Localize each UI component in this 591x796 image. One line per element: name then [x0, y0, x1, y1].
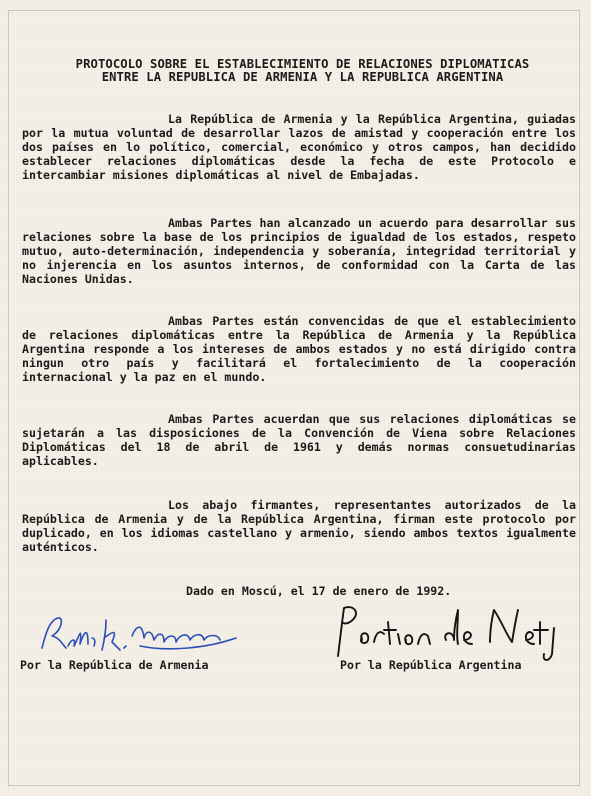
armenia-signature-caption: Por la República de Armenia: [20, 658, 209, 672]
paragraph-4: Ambas Partes acuerdan que sus relaciones diplomáticas se sujetarán a las disposiciones de la Convención de Viena sobre Relaciones Diplomáticas del 18 de abril de 1961 y demás normas consuetudinarias aplicables.: [22, 412, 576, 469]
document-title-line-1: PROTOCOLO SOBRE EL ESTABLECIMIENTO DE RELACIONES DIPLOMATICAS: [75, 57, 530, 71]
date-line: Dado en Moscú, el 17 de enero de 1992.: [186, 584, 452, 598]
paragraph-2: Ambas Partes han alcanzado un acuerdo para desarrollar sus relaciones sobre la base de los principios de igualdad de los estados, respeto mutuo, auto-determinación, independencia y soberanía, integridad territorial y no injerencia en los asuntos internos, de conformidad con la Carta de las Naciones Unidas.: [22, 216, 576, 287]
paragraph-3: Ambas Partes están convencidas de que el establecimiento de relaciones diplomáticas entre la República de Armenia y la República Argentina responde a los intereses de ambos estados y no está dirigido contra ningun otro país y facilitará el fortalecimiento de la cooperación internacional y la paz en el mundo.: [22, 314, 576, 385]
argentina-signature-caption: Por la República Argentina: [340, 658, 522, 672]
document-title-line-2: ENTRE LA REPUBLICA DE ARMENIA Y LA REPUBLICA ARGENTINA: [101, 70, 504, 84]
paragraph-5: Los abajo firmantes, representantes autorizados de la República de Armenia y de la República Argentina, firman este protocolo por duplicado, en los idiomas castellano y armenio, siendo ambos textos igualmente auténticos.: [22, 498, 576, 555]
paragraph-1: La República de Armenia y la República Argentina, guiadas por la mutua voluntad de desarrollar lazos de amistad y cooperación entre los dos países en lo político, comercial, económico y otros campos, han decidido establecer relaciones diplomáticas desde la fecha de este Protocolo e intercambiar misiones diplomáticas al nivel de Embajadas.: [22, 112, 576, 183]
